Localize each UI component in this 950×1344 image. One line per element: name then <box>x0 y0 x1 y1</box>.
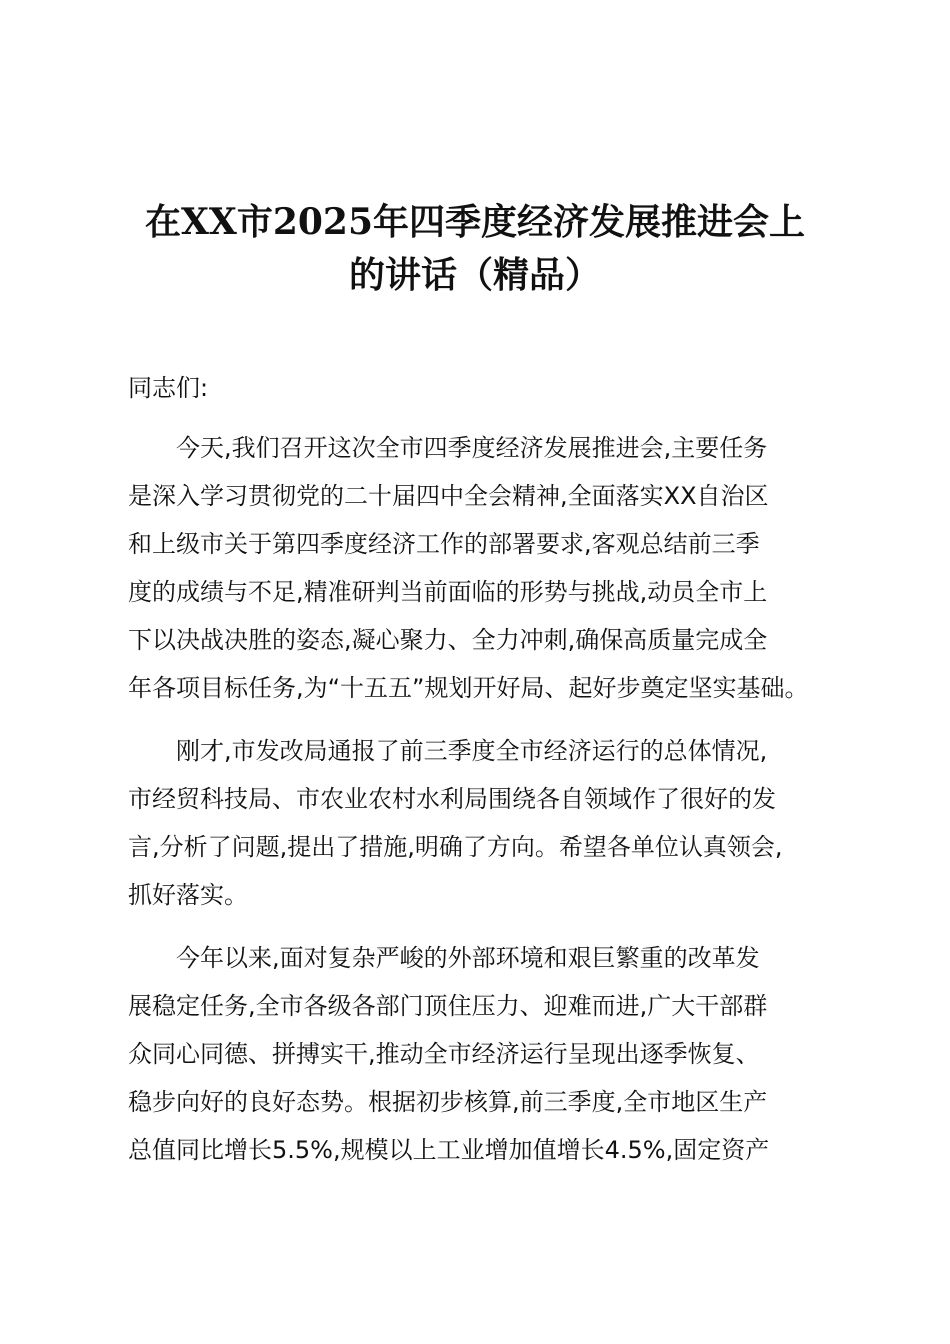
paragraph-2 <box>128 727 828 919</box>
paragraph-line: 下以决战决胜的姿态,凝心聚力、全力冲刺,确保高质量完成全 <box>128 626 768 654</box>
paragraph-line: 稳步向好的良好态势。根据初步核算,前三季度,全市地区生产 <box>128 1088 768 1116</box>
paragraph-line: 今天,我们召开这次全市四季度经济发展推进会,主要任务 <box>176 434 768 462</box>
paragraph-3 <box>128 934 828 1174</box>
paragraph-line: 众同心同德、拼搏实干,推动全市经济运行呈现出逐季恢复、 <box>128 1040 760 1068</box>
paragraph-line: 展稳定任务,全市各级各部门顶住压力、迎难而进,广大干部群 <box>128 992 768 1020</box>
paragraph-line: 刚才,市发改局通报了前三季度全市经济运行的总体情况, <box>176 737 768 765</box>
title-line-2: 的讲话（精品） <box>348 254 601 296</box>
paragraph-1 <box>128 424 828 712</box>
paragraph-line: 言,分析了问题,提出了措施,明确了方向。希望各单位认真领会, <box>128 833 783 861</box>
paragraph-line: 度的成绩与不足,精准研判当前面临的形势与挑战,动员全市上 <box>128 578 768 606</box>
paragraph-line: 总值同比增长5.5%,规模以上工业增加值增长4.5%,固定资产 <box>128 1136 770 1164</box>
salutation: 同志们: <box>128 374 209 402</box>
document-title <box>100 196 850 302</box>
paragraph-line: 市经贸科技局、市农业农村水利局围绕各自领域作了很好的发 <box>128 785 776 813</box>
paragraph-line: 和上级市关于第四季度经济工作的部署要求,客观总结前三季 <box>128 530 760 558</box>
paragraph-line: 今年以来,面对复杂严峻的外部环境和艰巨繁重的改革发 <box>176 944 760 972</box>
paragraph-line: 是深入学习贯彻党的二十届四中全会精神,全面落实XX自治区 <box>128 482 769 510</box>
paragraph-line: 年各项目标任务,为“十五五”规划开好局、起好步奠定坚实基础。 <box>128 674 809 702</box>
paragraph-line: 抓好落实。 <box>128 881 248 909</box>
title-line-1: 在XX市2025年四季度经济发展推进会上 <box>144 201 806 243</box>
